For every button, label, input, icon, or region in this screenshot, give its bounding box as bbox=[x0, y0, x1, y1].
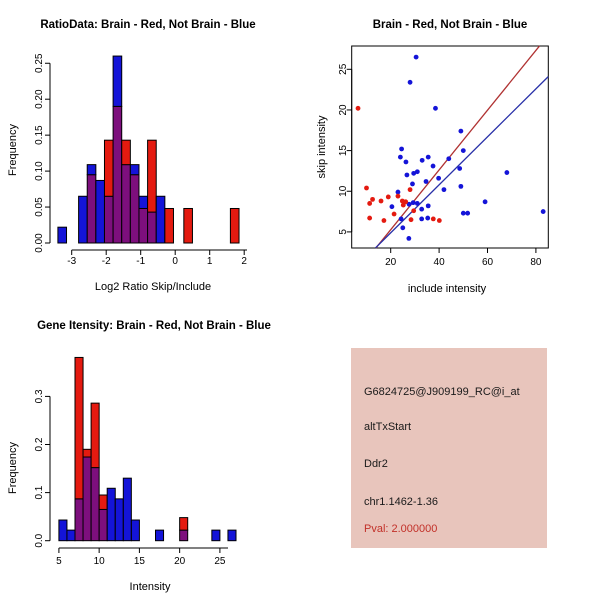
hist-bar-red bbox=[165, 208, 174, 243]
x-tick-label: 25 bbox=[214, 556, 226, 567]
y-tick-label: 0.10 bbox=[34, 161, 45, 181]
scatter-point-red bbox=[367, 216, 372, 221]
hist-bar-overlap bbox=[83, 457, 91, 541]
y-tick-label: 0.3 bbox=[34, 389, 45, 404]
gene-histogram-ylabel: Frequency bbox=[7, 442, 19, 494]
scatter-point-red bbox=[364, 186, 369, 191]
hist-bar-red bbox=[180, 518, 188, 531]
scatter-point-blue bbox=[410, 182, 415, 187]
scatter-point-red bbox=[396, 194, 401, 199]
scatter-point-blue bbox=[404, 160, 409, 165]
hist-bar-blue bbox=[139, 196, 148, 208]
x-tick-label: 0 bbox=[172, 256, 178, 267]
x-tick-label: 1 bbox=[206, 256, 213, 267]
scatter-point-red bbox=[431, 216, 436, 221]
x-tick-label: -3 bbox=[67, 256, 77, 267]
hist-bar-blue bbox=[113, 56, 122, 106]
y-tick-label: 15 bbox=[338, 145, 349, 157]
scatter-point-red bbox=[370, 197, 375, 202]
hist-bar-blue bbox=[156, 196, 165, 243]
scatter-point-red bbox=[411, 208, 416, 213]
scatter-point-blue bbox=[419, 207, 424, 212]
scatter-point-red bbox=[392, 212, 397, 217]
x-tick-label: 5 bbox=[56, 556, 62, 567]
hist-bar-overlap bbox=[139, 208, 148, 243]
scatter-point-blue bbox=[504, 170, 509, 175]
scatter-point-blue bbox=[399, 147, 404, 152]
scatter-point-blue bbox=[419, 216, 424, 221]
hist-bar-blue bbox=[228, 530, 236, 541]
y-tick-label: 5 bbox=[338, 229, 349, 235]
hist-bar-overlap bbox=[104, 196, 113, 243]
intensity-scatter-ylabel: skip intensity bbox=[316, 115, 328, 179]
ratio-histogram-ylabel: Frequency bbox=[7, 124, 19, 176]
scatter-point-blue bbox=[461, 211, 466, 216]
hist-bar-red bbox=[91, 403, 99, 467]
x-tick-label: -1 bbox=[136, 256, 146, 267]
gene-histogram-panel bbox=[7, 320, 271, 593]
scatter-point-blue bbox=[406, 236, 411, 241]
scatter-point-blue bbox=[446, 156, 451, 161]
hist-bar-red bbox=[75, 357, 83, 498]
hist-bar-overlap bbox=[113, 106, 122, 243]
scatter-point-blue bbox=[442, 187, 447, 192]
gene-info-panel bbox=[351, 348, 547, 548]
ratio-histogram-panel bbox=[7, 19, 256, 293]
hist-bar-red bbox=[122, 140, 131, 164]
scatter-point-blue bbox=[458, 184, 463, 189]
hist-bar-red bbox=[99, 495, 107, 509]
scatter-point-blue bbox=[424, 179, 429, 184]
scatter-point-red bbox=[356, 106, 361, 111]
y-tick-label: 0.15 bbox=[34, 125, 45, 145]
scatter-point-blue bbox=[398, 155, 403, 160]
hist-bar-overlap bbox=[148, 212, 157, 243]
scatter-point-blue bbox=[461, 148, 466, 153]
hist-bar-blue bbox=[130, 165, 139, 175]
scatter-point-blue bbox=[426, 155, 431, 160]
scatter-point-blue bbox=[457, 166, 462, 171]
y-tick-label: 10 bbox=[338, 185, 349, 197]
ratio-histogram-xlabel: Log2 Ratio Skip/Include bbox=[94, 281, 212, 293]
scatter-point-blue bbox=[436, 176, 441, 181]
scatter-point-blue bbox=[420, 158, 425, 163]
hist-bar-blue bbox=[79, 196, 88, 243]
y-tick-label: 20 bbox=[338, 104, 349, 116]
hist-bar-red bbox=[184, 208, 193, 243]
hist-bar-blue bbox=[212, 530, 220, 541]
gene-histogram-title: Gene Itensity: Brain - Red, Not Brain - Blue bbox=[37, 320, 271, 332]
scatter-point-blue bbox=[400, 225, 405, 230]
scatter-point-red bbox=[367, 201, 372, 206]
chromosome-location-label: chr1.1462-1.36 bbox=[364, 496, 438, 508]
y-tick-label: 0.25 bbox=[34, 53, 45, 73]
scatter-point-blue bbox=[465, 211, 470, 216]
y-tick-label: 0.0 bbox=[34, 533, 45, 548]
scatter-point-blue bbox=[411, 200, 416, 205]
y-tick-label: 0.1 bbox=[34, 485, 45, 500]
hist-bar-blue bbox=[131, 520, 139, 541]
x-tick-label: 80 bbox=[530, 257, 542, 268]
scatter-point-blue bbox=[431, 164, 436, 169]
plot-box bbox=[352, 46, 549, 248]
fit-line-blue bbox=[375, 77, 548, 248]
pval-label: Pval: 2.000000 bbox=[364, 523, 438, 535]
hist-bar-overlap bbox=[122, 165, 131, 243]
intensity-scatter-panel bbox=[316, 19, 548, 295]
hist-bar-overlap bbox=[91, 468, 99, 541]
gene-histogram-plot bbox=[34, 357, 236, 567]
intensity-scatter-xlabel: include intensity bbox=[407, 283, 487, 295]
scatter-point-blue bbox=[414, 55, 419, 60]
hist-bar-red bbox=[230, 208, 239, 243]
hist-bar-blue bbox=[58, 227, 67, 243]
intensity-scatter-plot bbox=[338, 46, 548, 268]
probe-id-label: G6824725@J909199_RC@i_at bbox=[364, 386, 520, 398]
hist-bar-blue bbox=[156, 530, 164, 541]
scatter-point-blue bbox=[541, 209, 546, 214]
hist-bar-blue bbox=[96, 180, 105, 243]
x-tick-label: 20 bbox=[385, 257, 397, 268]
hist-bar-blue bbox=[59, 520, 67, 541]
hist-bar-overlap bbox=[180, 530, 188, 541]
scatter-point-blue bbox=[405, 173, 410, 178]
scatter-point-red bbox=[409, 217, 414, 222]
hist-bar-red bbox=[148, 140, 157, 212]
hist-bar-overlap bbox=[99, 509, 107, 540]
scatter-point-blue bbox=[415, 169, 420, 174]
hist-bar-overlap bbox=[130, 175, 139, 243]
x-tick-label: 2 bbox=[241, 256, 247, 267]
x-tick-label: 15 bbox=[133, 556, 145, 567]
scatter-point-blue bbox=[458, 129, 463, 134]
gene-name-label: Ddr2 bbox=[364, 458, 388, 470]
scatter-point-red bbox=[408, 187, 413, 192]
hist-bar-red bbox=[83, 449, 91, 457]
x-tick-label: 60 bbox=[481, 257, 494, 268]
hist-bar-overlap bbox=[75, 499, 83, 541]
gene-info-box bbox=[351, 348, 547, 548]
scatter-point-blue bbox=[408, 80, 413, 85]
scatter-point-blue bbox=[399, 216, 404, 221]
x-tick-label: 10 bbox=[93, 556, 105, 567]
x-tick-label: 40 bbox=[433, 257, 445, 268]
scatter-point-blue bbox=[390, 204, 395, 209]
scatter-point-blue bbox=[425, 216, 430, 221]
scatter-point-red bbox=[437, 218, 442, 223]
hist-bar-blue bbox=[123, 478, 131, 541]
gene-histogram-xlabel: Intensity bbox=[129, 581, 171, 593]
hist-bar-blue bbox=[87, 165, 96, 175]
ratio-histogram-title: RatioData: Brain - Red, Not Brain - Blue bbox=[40, 19, 256, 31]
scatter-point-blue bbox=[433, 106, 438, 111]
hist-bar-blue bbox=[107, 488, 115, 540]
hist-bar-overlap bbox=[87, 175, 96, 243]
scatter-point-red bbox=[379, 199, 384, 204]
scatter-point-blue bbox=[483, 199, 488, 204]
y-tick-label: 0.2 bbox=[34, 437, 45, 452]
y-tick-label: 0.05 bbox=[34, 197, 45, 217]
hist-bar-blue bbox=[67, 530, 75, 541]
y-tick-label: 0.00 bbox=[34, 233, 45, 253]
ratio-histogram-plot bbox=[34, 53, 247, 267]
scatter-point-blue bbox=[415, 201, 420, 206]
scatter-point-red bbox=[382, 218, 387, 223]
scatter-point-red bbox=[400, 199, 405, 204]
x-tick-label: -2 bbox=[101, 256, 111, 267]
event-type-label: altTxStart bbox=[364, 421, 412, 433]
y-tick-label: 0.20 bbox=[34, 89, 45, 109]
scatter-point-red bbox=[386, 195, 391, 200]
x-tick-label: 20 bbox=[174, 556, 186, 567]
scatter-point-blue bbox=[426, 203, 431, 208]
hist-bar-blue bbox=[115, 499, 123, 541]
y-tick-label: 25 bbox=[338, 63, 349, 75]
intensity-scatter-title: Brain - Red, Not Brain - Blue bbox=[372, 19, 528, 31]
hist-bar-red bbox=[104, 140, 113, 196]
